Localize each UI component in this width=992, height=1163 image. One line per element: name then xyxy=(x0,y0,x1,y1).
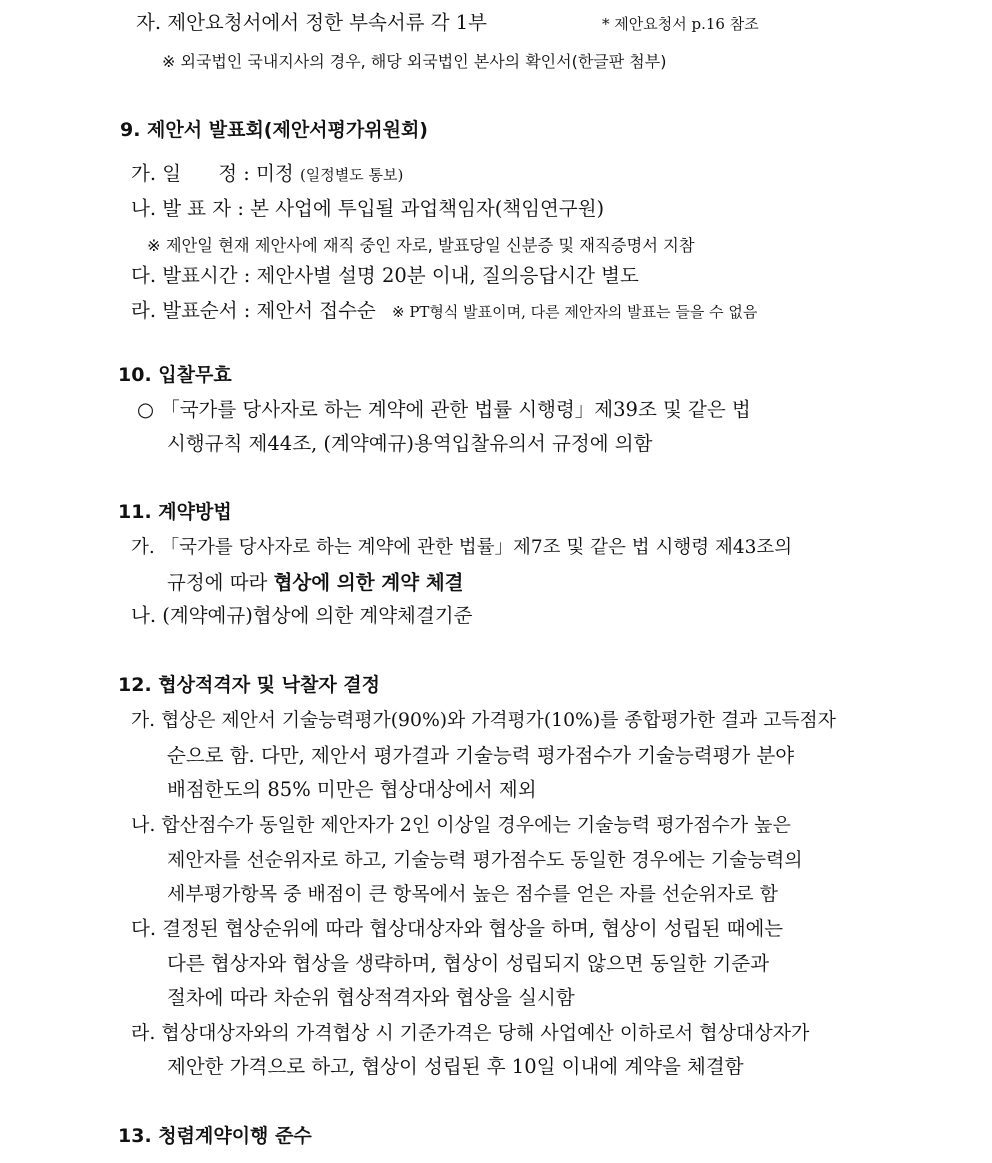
item-ja-text: 자. 제안요청서에서 정한 부속서류 각 1부 xyxy=(136,11,487,34)
sec9-ra-note: ※ PT형식 발표이며, 다른 제안자의 발표는 들을 수 없음 xyxy=(391,303,758,321)
sec12-ga-line3: 배점한도의 85% 미만은 협상대상에서 제외 xyxy=(167,778,537,801)
sec11-item-ga-line1: 가. 「국가를 당사자로 하는 계약에 관한 법률」제7조 및 같은 법 시행령 제43조의 xyxy=(131,537,793,558)
sec12-ra-line2: 제안한 가격으로 하고, 협상이 성립된 후 10일 이내에 계약을 체결함 xyxy=(167,1055,744,1078)
sec12-da-line2: 다른 협상자와 협상을 생략하며, 협상이 성립되지 않으면 동일한 기준과 xyxy=(167,952,770,975)
foreign-corp-note: ※ 외국법인 국내지사의 경우, 해당 외국법인 본사의 확인서(한글판 첨부) xyxy=(162,52,667,71)
sec9-item-ga xyxy=(131,162,403,187)
sec9-item-ra xyxy=(131,299,757,324)
sec9-ra-label: 라. 발표순서 : 제안서 접수순 xyxy=(131,299,376,322)
item-ja-note: * 제안요청서 p.16 참조 xyxy=(602,15,759,33)
section-11-title: 11. 계약방법 xyxy=(118,501,232,523)
section-13-title: 13. 청렴계약이행 준수 xyxy=(118,1125,312,1147)
sec9-na-note: ※ 제안일 현재 제안사에 재직 중인 자로, 발표당일 신분증 및 재직증명서 지참 xyxy=(147,236,695,255)
section-9-title: 9. 제안서 발표회(제안서평가위원회) xyxy=(120,119,428,141)
sec11-item-na: 나. (계약예규)협상에 의한 계약체결기준 xyxy=(131,604,473,627)
sec12-da-line3: 절차에 따라 차순위 협상적격자와 협상을 실시함 xyxy=(167,986,575,1009)
sec12-da-line1: 다. 결정된 협상순위에 따라 협상대상자와 협상을 하며, 협상이 성립된 때에는 xyxy=(131,917,784,940)
sec12-na-line2: 제안자를 선순위자로 하고, 기술능력 평가점수도 동일한 경우에는 기술능력의 xyxy=(167,849,803,871)
sec12-na-line1: 나. 합산점수가 동일한 제안자가 2인 이상일 경우에는 기술능력 평가점수가 높은 xyxy=(131,814,791,836)
section-10-title: 10. 입찰무효 xyxy=(118,364,232,386)
sec11-item-ga-line2 xyxy=(167,571,464,595)
sec10-item-line1: ○ 「국가를 당사자로 하는 계약에 관한 법률 시행령」제39조 및 같은 법 xyxy=(137,398,751,421)
sec9-item-na: 나. 발 표 자 : 본 사업에 투입될 과업책임자(책임연구원) xyxy=(131,197,605,220)
sec12-ga-line2: 순으로 함. 다만, 제안서 평가결과 기술능력 평가점수가 기술능력평가 분야 xyxy=(167,744,795,767)
sec12-ra-line1: 라. 협상대상자와의 가격협상 시 기준가격은 당해 사업예산 이하로서 협상대상자가 xyxy=(131,1022,810,1044)
sec12-na-line3: 세부평가항목 중 배점이 큰 항목에서 높은 점수를 얻은 자를 선순위자로 함 xyxy=(167,883,779,905)
sec9-item-da: 다. 발표시간 : 제안사별 설명 20분 이내, 질의응답시간 별도 xyxy=(131,264,639,287)
sec9-ga-label: 가. 일 정 : 미정 xyxy=(131,162,294,185)
sec11-ga-line2-bold: 협상에 의한 계약 체결 xyxy=(273,571,464,594)
sec11-ga-line2-prefix: 규정에 따라 xyxy=(167,571,274,594)
item-ja xyxy=(136,11,487,35)
sec12-ga-line1: 가. 협상은 제안서 기술능력평가(90%)와 가격평가(10%)를 종합평가한 결과 고득점자 xyxy=(131,710,836,731)
sec10-item-line2: 시행규칙 제44조, (계약예규)용역입찰유의서 규정에 의함 xyxy=(167,432,653,455)
sec9-ga-note: (일정별도 통보) xyxy=(299,166,404,184)
section-12-title: 12. 협상적격자 및 낙찰자 결정 xyxy=(118,674,381,696)
